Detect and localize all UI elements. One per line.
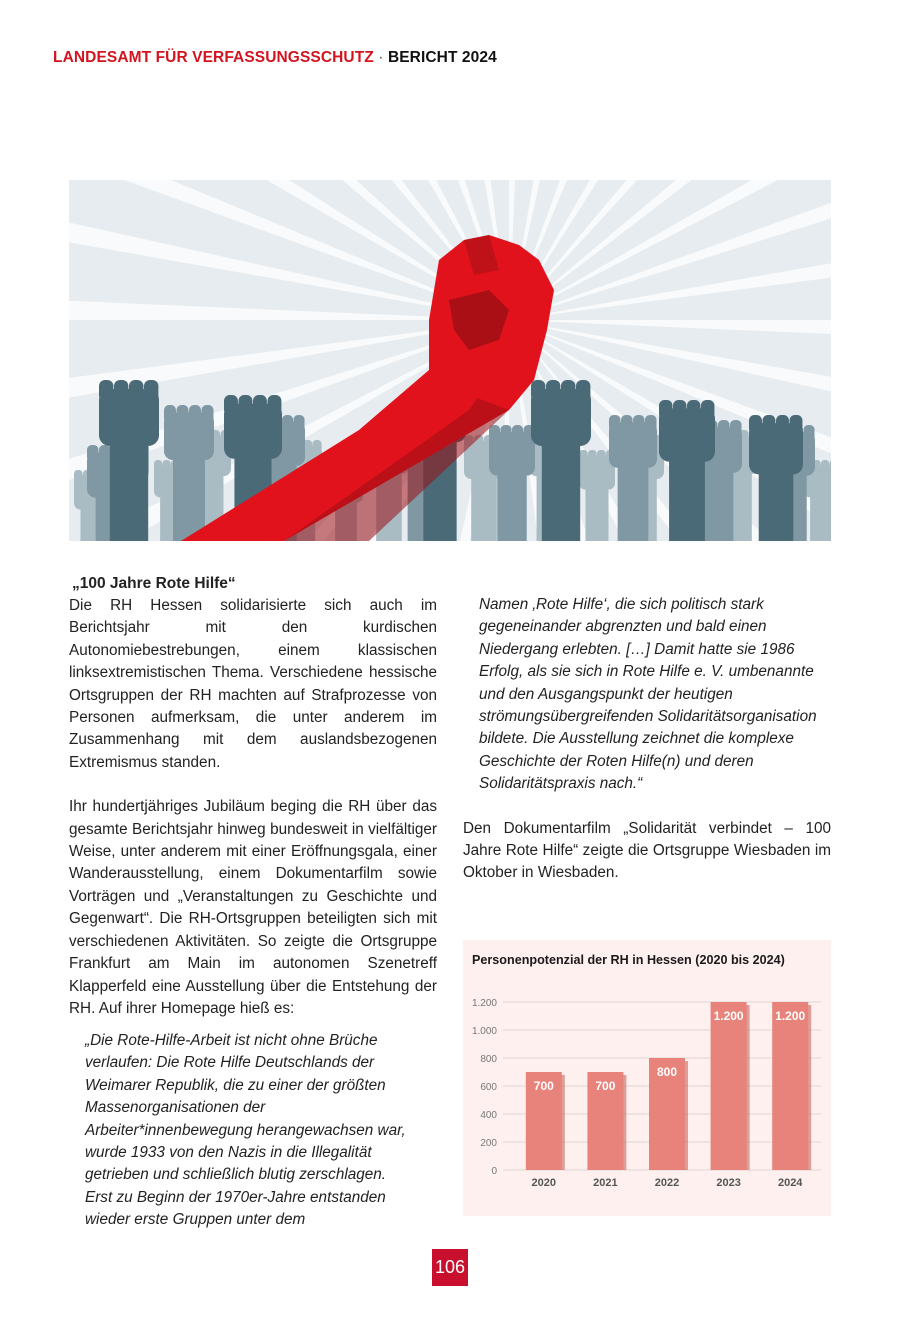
- hero-illustration: [69, 180, 831, 541]
- chart-title: Personenpotenzial der RH in Hessen (2020 bis 2024): [472, 953, 785, 967]
- left-column: [69, 573, 437, 1020]
- x-tick-label: 2022: [654, 1177, 680, 1189]
- bar-value-label: 1.200: [713, 1009, 744, 1023]
- raised-fists-illustration-icon: [69, 180, 831, 541]
- bar-value-label: 800: [656, 1065, 678, 1079]
- bar-2023: [711, 1002, 747, 1170]
- x-tick-label: 2024: [777, 1177, 803, 1189]
- header-report: BERICHT 2024: [387, 49, 497, 66]
- bar-value-label: 1.200: [775, 1009, 806, 1023]
- paragraph-3: Den Dokumentarfilm „Solidarität verbindet – 100 Jahre Rote Hilfe“ zeigte die Ortsgruppe Wiesbaden im Oktober in Wiesbaden.: [463, 819, 831, 882]
- y-tick-label: 200: [480, 1138, 497, 1149]
- quote-part-1: „Die Rote-Hilfe-Arbeit ist nicht ohne Brüche verlaufen: Die Rote Hilfe Deutschlands der Weimarer Republik, die zu einer der größten Massenorganisationen der Arbeiter*innenbewegung herangewachsen war, wurde 1933 von den Nazis in die Illegalität getrieben und schließlich blutig zerschlagen. Erst zu Beginn der 1970er-Jahre entstanden wieder erste Gruppen unter dem: [85, 1032, 406, 1229]
- article-heading: „100 Jahre Rote Hilfe“: [72, 575, 236, 592]
- y-tick-label: 1.200: [471, 998, 497, 1009]
- quote-part-2: Namen ‚Rote Hilfe‘, die sich politisch stark gegeneinander abgrenzten und bald einen Niedergang erlebten. […] Damit hatte sie 1986 Erfolg, als sie sich in Rote Hilfe e. V. umbenannte und den Ausgangspunkt der heutigen strömungsübergreifenden Solidaritätsorganisation bildete. Die Ausstellung zeichnet die komplexe Geschichte der Roten Hilfe(n) und deren Solidaritätspraxis nach.“: [479, 596, 817, 793]
- bar-2024: [772, 1002, 808, 1170]
- y-tick-label: 600: [480, 1082, 497, 1093]
- header-org: LANDESAMT FÜR VERFASSUNGSSCHUTZ: [53, 49, 374, 66]
- right-column: [463, 594, 831, 885]
- paragraph-2: Ihr hundertjähriges Jubiläum beging die RH über das gesamte Berichtsjahr hinweg bundesweit in vielfältiger Weise, unter anderem mit einer Eröffnungsgala, einer Wanderausstellung, einem Dokumentarfilm sowie Vorträgen und „Veranstaltungen zu Geschichte und Gegenwart“. Die RH-Ortsgruppen beteiligten sich mit verschiedenen Aktivitäten. So zeigte die Ortsgruppe Frankfurt am Main im autonomen Szenetreff Klapperfeld eine Ausstellung über die Entstehung der RH. Auf ihrer Homepage hieß es:: [69, 798, 437, 1017]
- x-tick-label: 2021: [593, 1177, 618, 1189]
- y-tick-label: 0: [491, 1166, 497, 1177]
- y-tick-label: 1.000: [471, 1026, 497, 1037]
- header-separator: ·: [373, 49, 388, 66]
- report-header: [53, 49, 497, 67]
- bar-chart: [463, 940, 831, 1216]
- x-tick-label: 2023: [716, 1177, 741, 1189]
- page-number: 106: [432, 1249, 468, 1286]
- paragraph-1: Die RH Hessen solidarisierte sich auch im Berichtsjahr mit den kurdischen Autonomiebestrebungen, einem klassischen linksextremistischen Thema. Verschiedene hessische Ortsgruppen der RH machten auf Strafprozesse von Personen aufmerksam, die unter anderem im Zusammenhang mit dem auslandsbezogenen Extremismus standen.: [69, 597, 437, 771]
- y-tick-label: 800: [480, 1054, 497, 1065]
- bar-value-label: 700: [595, 1079, 616, 1093]
- x-tick-label: 2020: [531, 1177, 557, 1189]
- chart-panel: [463, 940, 831, 1216]
- bar-value-label: 700: [533, 1079, 554, 1093]
- y-tick-label: 400: [480, 1110, 497, 1121]
